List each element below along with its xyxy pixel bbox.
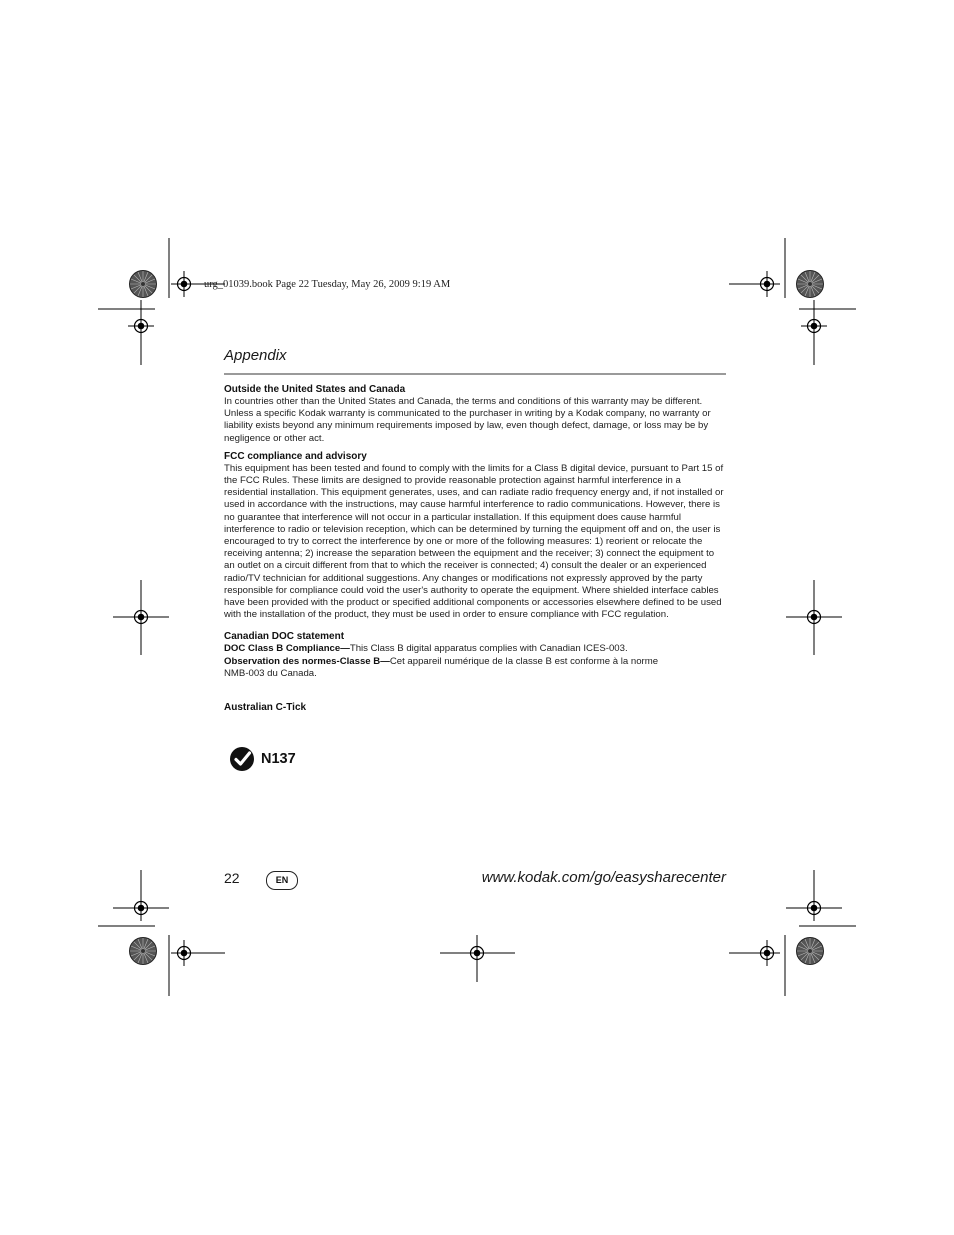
section-heading: Australian C-Tick: [224, 702, 307, 714]
section-heading: Canadian DOC statement: [224, 631, 345, 643]
c-tick-label: N137: [261, 751, 296, 767]
section-canadian: [224, 630, 724, 680]
obs-label: Observation des normes-Classe B—: [224, 655, 390, 667]
section-heading: Outside the United States and Canada: [224, 384, 406, 395]
footer-url[interactable]: www.kodak.com/go/easysharecenter: [481, 869, 726, 886]
running-header: Appendix: [224, 347, 287, 364]
section-body: In countries other than the United States and Canada, the terms and conditions of this warranty may be different. Unless a specific Kodak warranty is communicated to the purchaser in writing by a Kodak company, no warranty or liability exists beyond any minimum requirements imposed by law, even though defect, damage, or loss may be by negligence or other act.: [224, 396, 711, 444]
doc-compliance: [224, 643, 724, 655]
section-outside-us: [224, 383, 724, 445]
doc-label: DOC Class B Compliance—: [224, 643, 350, 655]
c-tick-icon: [229, 746, 255, 772]
observation-normes-continued: NMB-003 du Canada.: [224, 667, 317, 679]
obs-text: Cet appareil numérique de la classe B est conforme à la norme: [389, 655, 659, 667]
section-body: This equipment has been tested and found to comply with the limits for a Class B digital device, pursuant to Part 15 of the FCC Rules. These limits are designed to provide reasonable protection against harmful interference in a residential installation. This equipment generates, uses, and can radiate radio frequency energy and, if not installed or used in accordance with the instructions, may cause harmful interference to radio communications. However, there is no guarantee that interference will not occur in a particular installation. If this equipment does cause harmful interference to radio or television reception, which can be determined by turning the equipment off and on, the user is encouraged to try to correct the interference by one or more of the following measures: 1) reorient or relocate the receiving antenna; 2) increase the separation between the equipment and the receiver; 3) connect the equipment to an outlet on a circuit different from that to which the receiver is connected; 4) consult the dealer or an experienced radio/TV technician for additional suggestions. Any changes or modifications not expressly approved by the party responsible for compliance could void the user's authority to operate the equipment. Where shielded interface cables have been provided with the product or specified additional components or accessories elsewhere defined to be used with the installation of the product, they must be used in order to ensure compliance with FCC regulation.: [224, 462, 724, 621]
doc-text: This Class B digital apparatus complies with Canadian ICES-003.: [349, 643, 628, 655]
page-content: [224, 383, 724, 714]
section-australian: [224, 701, 724, 714]
language-badge: EN: [266, 871, 298, 890]
print-slug: urg_01039.book Page 22 Tuesday, May 26, 2009 9:19 AM: [204, 279, 451, 290]
observation-normes: [224, 656, 724, 668]
c-tick-mark: [229, 746, 296, 772]
section-fcc: [224, 450, 724, 622]
header-rule: [224, 373, 726, 375]
section-heading: FCC compliance and advisory: [224, 450, 367, 462]
page-number: 22: [224, 870, 240, 886]
